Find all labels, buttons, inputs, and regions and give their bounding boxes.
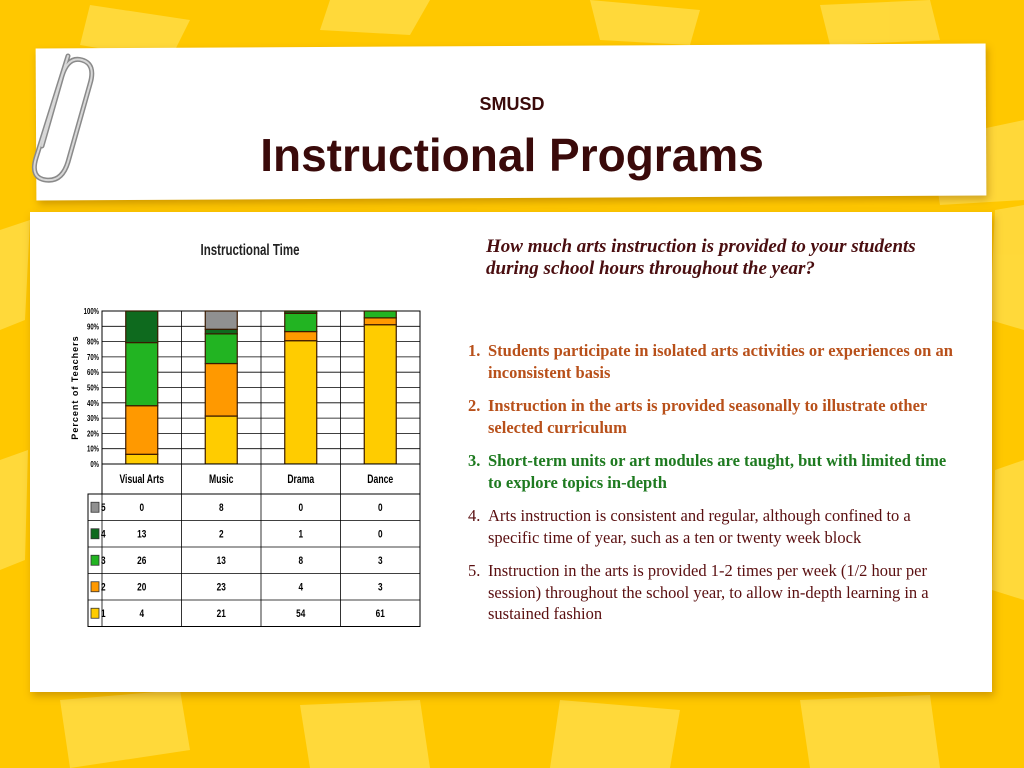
stacked-bar-chart [60, 300, 440, 630]
bar-segment [205, 416, 237, 464]
bar-segment [126, 311, 158, 343]
bar-segment [205, 329, 237, 334]
item-number: 5. [468, 561, 481, 580]
item-text: Arts instruction is consistent and regular, although confined to a specific time of year, such as a ten or twenty week block [488, 506, 911, 547]
legend-swatch [91, 608, 99, 618]
bar-segment [364, 318, 396, 325]
data-label: 13 [137, 528, 147, 542]
item-text: Instruction in the arts is provided 1-2 times per week (1/2 hour per session) throughout the school year, to allow in-depth learning in a sustained fashion [488, 561, 929, 623]
y-tick-label: 40% [87, 400, 99, 409]
data-label: 8 [218, 502, 224, 515]
legend-swatch [91, 502, 99, 512]
response-options [468, 340, 963, 637]
bar-segment [285, 313, 317, 331]
data-label: 0 [298, 502, 304, 515]
legend-label: 1 [101, 608, 106, 621]
y-tick-label: 30% [87, 415, 99, 424]
data-label: 23 [216, 581, 226, 595]
list-item [468, 505, 963, 548]
y-tick-label: 0% [90, 461, 99, 470]
legend-swatch [91, 582, 99, 592]
y-tick-label: 100% [83, 308, 99, 317]
legend-label: 5 [101, 502, 106, 515]
legend-label: 3 [101, 555, 106, 568]
bar-segment [285, 332, 317, 341]
bar-segment [126, 454, 158, 464]
subtitle: SMUSD [479, 94, 545, 114]
bar-segment [364, 311, 396, 318]
data-label: 0 [377, 502, 383, 515]
list-item [468, 450, 963, 493]
legend-swatch [91, 529, 99, 539]
y-tick-label: 50% [87, 384, 99, 393]
data-label: 20 [137, 581, 147, 595]
x-tick-label: Visual Arts [119, 473, 165, 487]
data-label: 61 [375, 608, 385, 621]
data-label: 4 [298, 581, 304, 595]
x-tick-label: Music [209, 473, 234, 487]
y-tick-label: 60% [87, 369, 99, 378]
item-number: 1. [468, 341, 481, 360]
bar-segment [364, 325, 396, 464]
bar-segment [205, 334, 237, 364]
bar-segment [205, 311, 237, 329]
data-label: 2 [218, 528, 224, 542]
bar-segment [285, 311, 317, 313]
item-text: Short-term units or art modules are taught, but with limited time to explore topics in-depth [488, 451, 947, 492]
data-label: 13 [216, 555, 226, 568]
item-number: 4. [468, 506, 481, 525]
data-label: 1 [298, 528, 304, 542]
item-number: 2. [468, 396, 481, 415]
item-text: Students participate in isolated arts activities or experiences on an inconsistent basis [488, 341, 953, 382]
y-axis-label: Percent of Teachers [70, 335, 80, 440]
data-label: 0 [139, 502, 145, 515]
y-tick-label: 10% [87, 446, 99, 454]
data-label: 4 [139, 608, 145, 621]
item-text: Instruction in the arts is provided seasonally to illustrate other selected curriculum [488, 396, 927, 437]
data-label: 3 [377, 555, 383, 568]
list-item [468, 560, 963, 625]
data-label: 0 [377, 528, 383, 542]
list-item [468, 395, 963, 438]
y-tick-label: 80% [87, 338, 99, 347]
legend-swatch [91, 555, 99, 565]
bar-segment [205, 364, 237, 417]
x-tick-label: Drama [287, 473, 315, 487]
survey-question: How much arts instruction is provided to your students during school hours throughout the year? [486, 236, 916, 279]
data-label: 26 [137, 555, 147, 568]
data-label: 8 [298, 555, 304, 568]
data-label: 3 [377, 581, 383, 595]
page-title: Instructional Programs [260, 129, 764, 181]
y-tick-label: 20% [87, 430, 99, 439]
bar-segment [126, 406, 158, 455]
y-tick-label: 90% [87, 323, 99, 332]
data-label: 54 [296, 608, 306, 621]
bar-segment [285, 341, 317, 464]
y-tick-label: 70% [87, 354, 99, 363]
x-tick-label: Dance [367, 473, 394, 487]
legend-label: 2 [101, 581, 106, 595]
bar-segment [126, 343, 158, 406]
legend-label: 4 [101, 528, 106, 542]
chart-title: Instructional Time [200, 242, 300, 259]
item-number: 3. [468, 451, 481, 470]
data-label: 21 [216, 608, 226, 621]
list-item [468, 340, 963, 383]
